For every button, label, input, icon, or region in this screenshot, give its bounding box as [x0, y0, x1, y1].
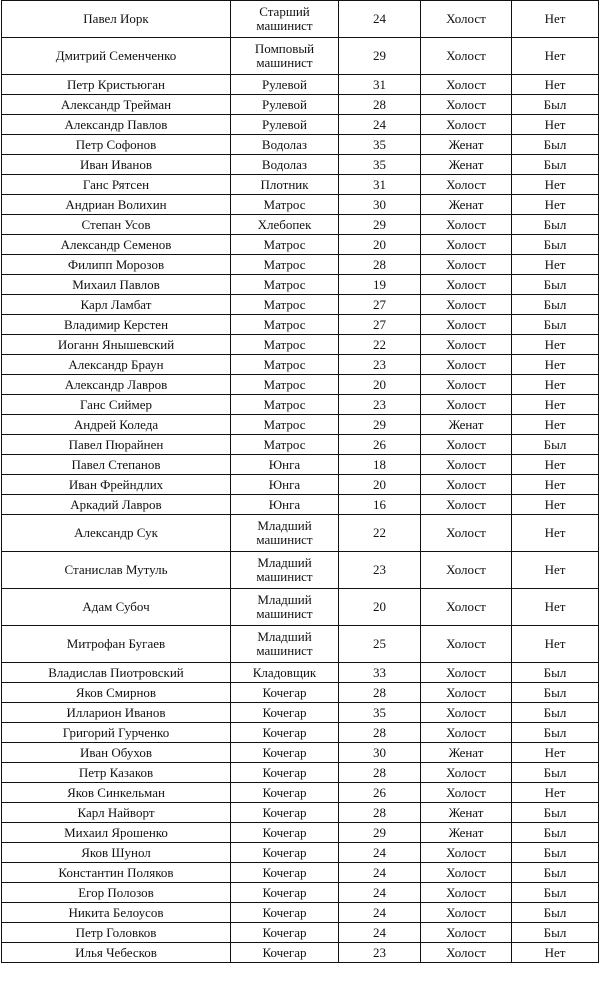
table-row [2, 435, 599, 455]
crew-marital-status-cell: Холост [421, 626, 512, 663]
crew-age-cell: 31 [339, 175, 421, 195]
crew-position-cell: Кочегар [231, 803, 339, 823]
crew-name-cell: Яков Синкельман [2, 783, 231, 803]
crew-marital-status-cell: Холост [421, 763, 512, 783]
table-row [2, 115, 599, 135]
crew-previous-service-cell: Был [512, 155, 599, 175]
crew-position-cell: Водолаз [231, 135, 339, 155]
crew-marital-status-cell: Холост [421, 703, 512, 723]
crew-age-cell: 25 [339, 626, 421, 663]
crew-position-cell: Кочегар [231, 903, 339, 923]
table-row [2, 38, 599, 75]
crew-age-cell: 24 [339, 843, 421, 863]
crew-marital-status-cell: Холост [421, 255, 512, 275]
crew-position-cell: Кочегар [231, 923, 339, 943]
crew-marital-status-cell: Холост [421, 95, 512, 115]
crew-name-cell: Павел Пюрайнен [2, 435, 231, 455]
crew-previous-service-cell: Нет [512, 589, 599, 626]
crew-name-cell: Карл Ламбат [2, 295, 231, 315]
crew-name-cell: Адам Субоч [2, 589, 231, 626]
table-row [2, 863, 599, 883]
crew-age-cell: 19 [339, 275, 421, 295]
crew-age-cell: 27 [339, 315, 421, 335]
table-row [2, 823, 599, 843]
crew-name-cell: Илья Чебесков [2, 943, 231, 963]
table-row [2, 335, 599, 355]
table-row [2, 75, 599, 95]
crew-age-cell: 23 [339, 355, 421, 375]
crew-age-cell: 35 [339, 703, 421, 723]
table-row [2, 515, 599, 552]
crew-age-cell: 28 [339, 95, 421, 115]
table-row [2, 943, 599, 963]
crew-age-cell: 29 [339, 415, 421, 435]
crew-position-cell: Младший машинист [231, 515, 339, 552]
crew-previous-service-cell: Был [512, 923, 599, 943]
crew-age-cell: 18 [339, 455, 421, 475]
crew-position-cell: Матрос [231, 375, 339, 395]
crew-name-cell: Владислав Пиотровский [2, 663, 231, 683]
crew-previous-service-cell: Был [512, 235, 599, 255]
crew-name-cell: Станислав Мутуль [2, 552, 231, 589]
crew-marital-status-cell: Холост [421, 663, 512, 683]
crew-age-cell: 22 [339, 335, 421, 355]
crew-previous-service-cell: Нет [512, 943, 599, 963]
crew-position-cell: Матрос [231, 295, 339, 315]
crew-position-cell: Матрос [231, 255, 339, 275]
crew-name-cell: Илларион Иванов [2, 703, 231, 723]
crew-marital-status-cell: Холост [421, 235, 512, 255]
crew-table-body [2, 1, 599, 963]
crew-position-cell: Кочегар [231, 883, 339, 903]
crew-marital-status-cell: Холост [421, 683, 512, 703]
crew-position-cell: Матрос [231, 355, 339, 375]
crew-name-cell: Никита Белоусов [2, 903, 231, 923]
table-row [2, 95, 599, 115]
table-row [2, 275, 599, 295]
crew-marital-status-cell: Женат [421, 155, 512, 175]
crew-name-cell: Александр Сук [2, 515, 231, 552]
crew-previous-service-cell: Был [512, 435, 599, 455]
crew-name-cell: Владимир Керстен [2, 315, 231, 335]
table-row [2, 235, 599, 255]
crew-marital-status-cell: Холост [421, 275, 512, 295]
crew-name-cell: Ганс Сиймер [2, 395, 231, 415]
crew-previous-service-cell: Нет [512, 255, 599, 275]
crew-age-cell: 28 [339, 803, 421, 823]
crew-marital-status-cell: Холост [421, 295, 512, 315]
crew-position-cell: Кочегар [231, 723, 339, 743]
crew-age-cell: 23 [339, 552, 421, 589]
crew-previous-service-cell: Был [512, 843, 599, 863]
crew-position-cell: Юнга [231, 455, 339, 475]
crew-marital-status-cell: Холост [421, 515, 512, 552]
crew-previous-service-cell: Нет [512, 1, 599, 38]
crew-name-cell: Иван Фрейндлих [2, 475, 231, 495]
crew-name-cell: Александр Браун [2, 355, 231, 375]
crew-previous-service-cell: Был [512, 95, 599, 115]
crew-previous-service-cell: Нет [512, 455, 599, 475]
table-row [2, 215, 599, 235]
crew-position-cell: Помповый машинист [231, 38, 339, 75]
crew-position-cell: Кладовщик [231, 663, 339, 683]
crew-age-cell: 35 [339, 155, 421, 175]
table-row [2, 355, 599, 375]
crew-age-cell: 28 [339, 723, 421, 743]
crew-marital-status-cell: Холост [421, 863, 512, 883]
table-row [2, 589, 599, 626]
crew-previous-service-cell: Был [512, 823, 599, 843]
table-row [2, 923, 599, 943]
crew-marital-status-cell: Холост [421, 475, 512, 495]
crew-age-cell: 26 [339, 783, 421, 803]
table-row [2, 683, 599, 703]
crew-age-cell: 28 [339, 683, 421, 703]
crew-age-cell: 26 [339, 435, 421, 455]
crew-marital-status-cell: Холост [421, 552, 512, 589]
crew-position-cell: Матрос [231, 195, 339, 215]
crew-name-cell: Александр Павлов [2, 115, 231, 135]
crew-marital-status-cell: Холост [421, 783, 512, 803]
crew-name-cell: Петр Софонов [2, 135, 231, 155]
crew-name-cell: Иван Иванов [2, 155, 231, 175]
crew-age-cell: 30 [339, 195, 421, 215]
table-row [2, 803, 599, 823]
crew-position-cell: Матрос [231, 435, 339, 455]
crew-name-cell: Петр Кристьюган [2, 75, 231, 95]
crew-marital-status-cell: Холост [421, 923, 512, 943]
crew-previous-service-cell: Был [512, 763, 599, 783]
crew-age-cell: 35 [339, 135, 421, 155]
crew-marital-status-cell: Холост [421, 903, 512, 923]
table-row [2, 135, 599, 155]
table-row [2, 552, 599, 589]
table-row [2, 903, 599, 923]
crew-position-cell: Юнга [231, 475, 339, 495]
crew-position-cell: Кочегар [231, 823, 339, 843]
crew-name-cell: Александр Лавров [2, 375, 231, 395]
crew-previous-service-cell: Был [512, 883, 599, 903]
crew-previous-service-cell: Нет [512, 743, 599, 763]
crew-age-cell: 20 [339, 589, 421, 626]
crew-marital-status-cell: Женат [421, 823, 512, 843]
crew-marital-status-cell: Холост [421, 455, 512, 475]
table-row [2, 703, 599, 723]
crew-previous-service-cell: Нет [512, 355, 599, 375]
crew-age-cell: 22 [339, 515, 421, 552]
crew-name-cell: Петр Головков [2, 923, 231, 943]
crew-name-cell: Петр Казаков [2, 763, 231, 783]
table-row [2, 663, 599, 683]
crew-position-cell: Плотник [231, 175, 339, 195]
crew-age-cell: 20 [339, 475, 421, 495]
crew-position-cell: Кочегар [231, 843, 339, 863]
crew-age-cell: 24 [339, 903, 421, 923]
crew-previous-service-cell: Нет [512, 335, 599, 355]
crew-marital-status-cell: Холост [421, 1, 512, 38]
crew-previous-service-cell: Был [512, 295, 599, 315]
table-row [2, 375, 599, 395]
crew-previous-service-cell: Нет [512, 475, 599, 495]
crew-age-cell: 29 [339, 215, 421, 235]
crew-age-cell: 20 [339, 375, 421, 395]
crew-position-cell: Водолаз [231, 155, 339, 175]
crew-previous-service-cell: Нет [512, 415, 599, 435]
crew-marital-status-cell: Холост [421, 215, 512, 235]
crew-age-cell: 33 [339, 663, 421, 683]
crew-age-cell: 24 [339, 883, 421, 903]
crew-age-cell: 16 [339, 495, 421, 515]
crew-table [1, 0, 599, 963]
crew-position-cell: Младший машинист [231, 552, 339, 589]
crew-name-cell: Павел Иорк [2, 1, 231, 38]
crew-position-cell: Рулевой [231, 75, 339, 95]
crew-marital-status-cell: Холост [421, 943, 512, 963]
crew-previous-service-cell: Нет [512, 626, 599, 663]
crew-name-cell: Дмитрий Семенченко [2, 38, 231, 75]
crew-position-cell: Кочегар [231, 703, 339, 723]
crew-name-cell: Григорий Гурченко [2, 723, 231, 743]
table-row [2, 455, 599, 475]
table-row [2, 626, 599, 663]
crew-marital-status-cell: Холост [421, 883, 512, 903]
crew-marital-status-cell: Холост [421, 355, 512, 375]
crew-name-cell: Степан Усов [2, 215, 231, 235]
crew-marital-status-cell: Женат [421, 135, 512, 155]
crew-name-cell: Карл Найворт [2, 803, 231, 823]
crew-age-cell: 24 [339, 863, 421, 883]
crew-age-cell: 28 [339, 255, 421, 275]
crew-previous-service-cell: Нет [512, 375, 599, 395]
crew-age-cell: 20 [339, 235, 421, 255]
table-row [2, 475, 599, 495]
crew-previous-service-cell: Был [512, 723, 599, 743]
table-row [2, 255, 599, 275]
crew-position-cell: Матрос [231, 395, 339, 415]
crew-marital-status-cell: Женат [421, 195, 512, 215]
crew-position-cell: Кочегар [231, 683, 339, 703]
table-row [2, 763, 599, 783]
crew-previous-service-cell: Нет [512, 115, 599, 135]
crew-marital-status-cell: Холост [421, 843, 512, 863]
crew-age-cell: 29 [339, 823, 421, 843]
crew-position-cell: Юнга [231, 495, 339, 515]
crew-age-cell: 29 [339, 38, 421, 75]
crew-previous-service-cell: Нет [512, 783, 599, 803]
crew-position-cell: Матрос [231, 415, 339, 435]
crew-name-cell: Александр Трейман [2, 95, 231, 115]
crew-name-cell: Иоганн Янышевский [2, 335, 231, 355]
crew-name-cell: Яков Шунол [2, 843, 231, 863]
crew-previous-service-cell: Нет [512, 515, 599, 552]
crew-name-cell: Митрофан Бугаев [2, 626, 231, 663]
crew-name-cell: Филипп Морозов [2, 255, 231, 275]
crew-previous-service-cell: Нет [512, 395, 599, 415]
crew-age-cell: 24 [339, 923, 421, 943]
table-row [2, 175, 599, 195]
crew-name-cell: Егор Полозов [2, 883, 231, 903]
table-row [2, 743, 599, 763]
table-row [2, 155, 599, 175]
crew-marital-status-cell: Холост [421, 435, 512, 455]
crew-position-cell: Младший машинист [231, 626, 339, 663]
crew-marital-status-cell: Холост [421, 395, 512, 415]
crew-previous-service-cell: Нет [512, 195, 599, 215]
crew-position-cell: Хлебопек [231, 215, 339, 235]
crew-name-cell: Михаил Павлов [2, 275, 231, 295]
crew-previous-service-cell: Нет [512, 495, 599, 515]
table-row [2, 295, 599, 315]
crew-age-cell: 27 [339, 295, 421, 315]
crew-previous-service-cell: Был [512, 863, 599, 883]
table-row [2, 195, 599, 215]
crew-name-cell: Павел Степанов [2, 455, 231, 475]
crew-position-cell: Матрос [231, 335, 339, 355]
table-row [2, 395, 599, 415]
crew-previous-service-cell: Был [512, 683, 599, 703]
crew-marital-status-cell: Холост [421, 495, 512, 515]
crew-previous-service-cell: Был [512, 215, 599, 235]
crew-age-cell: 31 [339, 75, 421, 95]
crew-position-cell: Кочегар [231, 783, 339, 803]
crew-position-cell: Матрос [231, 235, 339, 255]
crew-name-cell: Андриан Волихин [2, 195, 231, 215]
crew-marital-status-cell: Женат [421, 803, 512, 823]
crew-previous-service-cell: Был [512, 903, 599, 923]
table-row [2, 415, 599, 435]
crew-marital-status-cell: Холост [421, 115, 512, 135]
crew-name-cell: Александр Семенов [2, 235, 231, 255]
crew-name-cell: Яков Смирнов [2, 683, 231, 703]
crew-position-cell: Кочегар [231, 763, 339, 783]
crew-marital-status-cell: Холост [421, 589, 512, 626]
crew-age-cell: 30 [339, 743, 421, 763]
crew-previous-service-cell: Был [512, 275, 599, 295]
crew-position-cell: Старший машинист [231, 1, 339, 38]
crew-previous-service-cell: Был [512, 135, 599, 155]
crew-previous-service-cell: Нет [512, 38, 599, 75]
crew-previous-service-cell: Был [512, 315, 599, 335]
crew-name-cell: Иван Обухов [2, 743, 231, 763]
crew-position-cell: Матрос [231, 275, 339, 295]
crew-position-cell: Рулевой [231, 95, 339, 115]
crew-position-cell: Матрос [231, 315, 339, 335]
table-row [2, 315, 599, 335]
crew-position-cell: Рулевой [231, 115, 339, 135]
crew-marital-status-cell: Холост [421, 38, 512, 75]
crew-position-cell: Кочегар [231, 743, 339, 763]
crew-name-cell: Андрей Коледа [2, 415, 231, 435]
crew-age-cell: 23 [339, 395, 421, 415]
crew-marital-status-cell: Женат [421, 415, 512, 435]
crew-age-cell: 28 [339, 763, 421, 783]
table-row [2, 843, 599, 863]
table-row [2, 495, 599, 515]
crew-previous-service-cell: Был [512, 703, 599, 723]
table-row [2, 783, 599, 803]
table-row [2, 723, 599, 743]
table-row [2, 1, 599, 38]
table-row [2, 883, 599, 903]
crew-previous-service-cell: Был [512, 663, 599, 683]
crew-position-cell: Кочегар [231, 863, 339, 883]
crew-previous-service-cell: Был [512, 803, 599, 823]
crew-marital-status-cell: Холост [421, 75, 512, 95]
crew-marital-status-cell: Холост [421, 315, 512, 335]
crew-position-cell: Младший машинист [231, 589, 339, 626]
crew-marital-status-cell: Холост [421, 375, 512, 395]
crew-previous-service-cell: Нет [512, 175, 599, 195]
crew-name-cell: Константин Поляков [2, 863, 231, 883]
crew-age-cell: 24 [339, 1, 421, 38]
crew-previous-service-cell: Нет [512, 552, 599, 589]
crew-marital-status-cell: Холост [421, 723, 512, 743]
crew-marital-status-cell: Холост [421, 335, 512, 355]
crew-marital-status-cell: Женат [421, 743, 512, 763]
crew-previous-service-cell: Нет [512, 75, 599, 95]
crew-age-cell: 24 [339, 115, 421, 135]
crew-age-cell: 23 [339, 943, 421, 963]
crew-name-cell: Михаил Ярошенко [2, 823, 231, 843]
crew-name-cell: Аркадий Лавров [2, 495, 231, 515]
crew-marital-status-cell: Холост [421, 175, 512, 195]
crew-position-cell: Кочегар [231, 943, 339, 963]
crew-name-cell: Ганс Рятсен [2, 175, 231, 195]
